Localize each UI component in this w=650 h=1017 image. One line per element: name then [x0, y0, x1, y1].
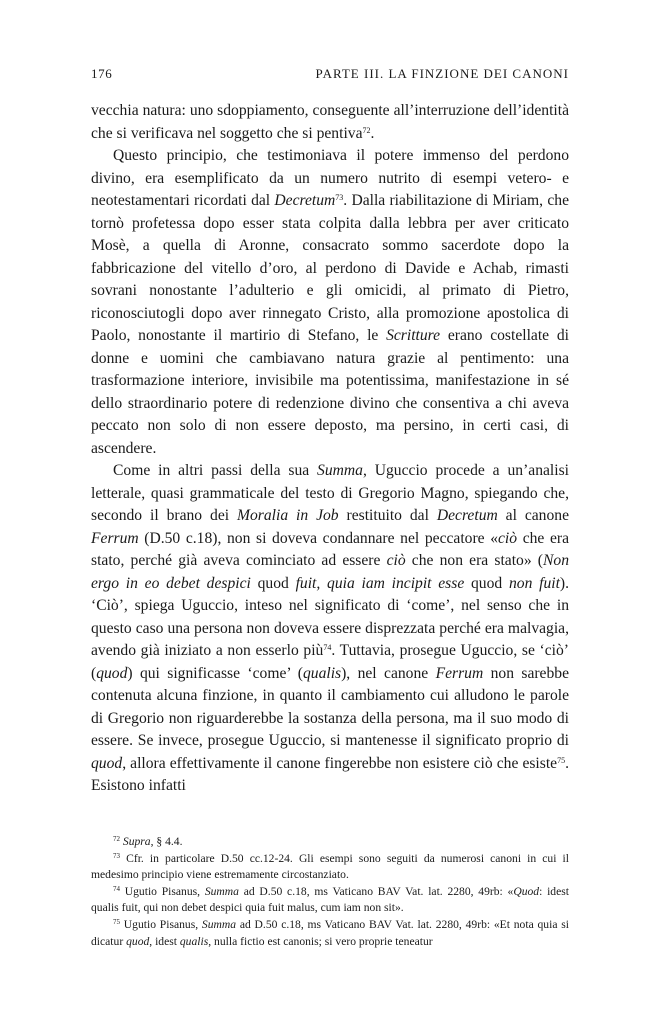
text-run: , nulla fictio est canonis; si vero proprie teneatur — [208, 934, 433, 948]
text-run: non sarebbe contenuta alcuna finzione, in quanto il cambiamento cui alludono le parole di Gregorio non riguarderebbe la sostanza della persona, ma il suo modo di essere. Se invece, prosegue Uguccio, si mantenesse il significato proprio di — [91, 664, 569, 749]
running-title: PARTE III. LA FINZIONE DEI CANONI — [315, 66, 569, 81]
text-run: che era stato, perché già aveva cominciato ad essere — [91, 529, 569, 569]
italic-run: quod — [126, 934, 150, 948]
text-run: . Tuttavia, prosegue Uguccio, se ‘ciò’ ( — [91, 642, 569, 682]
italic-run: Supra — [122, 835, 151, 848]
italic-run: Decretum — [274, 192, 336, 209]
text-run: ad D.50 c.18, ms Vaticano BAV Vat. lat. 2280, 49rb: «Et nota quia si dicatur — [91, 917, 569, 948]
text-run: quod — [464, 574, 509, 592]
text-run: quod — [250, 574, 296, 592]
footnote-74 — [91, 884, 569, 917]
italic-run: qualis — [302, 664, 342, 682]
text-run: restituito dal — [338, 507, 437, 524]
footnote-75 — [91, 917, 569, 950]
footnote-ref-75: 75 — [557, 755, 566, 765]
italic-run: Ferrum — [91, 529, 139, 547]
text-run: ) qui significasse ‘come’ ( — [127, 664, 303, 682]
paragraph-1 — [91, 100, 569, 145]
italic-run: Moralia in Job — [237, 507, 339, 524]
footnote-number: 72 — [113, 835, 120, 843]
italic-run: Non ergo in eo debet despici — [91, 552, 569, 592]
text-run: , allora effettivamente il canone fingerebbe non esistere ciò che esiste — [122, 754, 558, 772]
footnote-ref-74: 74 — [323, 643, 332, 652]
text-run: vecchia natura: uno sdoppiamento, conseguente all’interruzione dell’identità che si verificava nel soggetto che si pentiva — [91, 102, 569, 142]
text-run: Ugutio Pisanus, — [123, 917, 202, 931]
page-number: 176 — [91, 66, 113, 81]
text-run: ), nel canone — [341, 664, 436, 682]
italic-run: qualis — [179, 934, 209, 948]
italic-run: ciò — [498, 529, 518, 547]
text-run: ad D.50 c.18, ms Vaticano BAV Vat. lat. 2280, 49rb: « — [238, 884, 514, 898]
italic-run: quod — [96, 664, 128, 682]
italic-run: Summa — [204, 884, 239, 898]
italic-run: fuit, quia iam incipit esse — [295, 574, 465, 592]
footnote-ref-73: 73 — [335, 193, 344, 202]
italic-run: ciò — [386, 552, 406, 569]
text-run: , Uguccio procede a un’analisi letterale, quasi grammaticale del testo di Gregorio Magno, spiegando che, secondo il brano dei — [91, 462, 569, 524]
italic-run: Scritture — [386, 327, 441, 344]
text-run: Cfr. in particolare D.50 cc.12-24. Gli esempi sono seguiti da numerosi canoni in cui il medesimo principio viene estremamente circostanziato. — [91, 851, 569, 882]
italic-run: non fuit — [508, 574, 560, 592]
text-run: ). ‘Ciò’, spiega Uguccio, inteso nel significato di ‘come’, nel senso che in questo caso una persona non doveva essere disprezzata perché era malvagia, avendo già iniziato a non esserlo più — [91, 574, 570, 659]
text-run: . Dalla riabilitazione di Miriam, che tornò profetessa dopo esser stata colpita dalla lebbra per aver criticato Mosè, a quella di Aronne, consacrato sommo sacerdote dopo la fabbricazione del vitello d’oro, al perdono di Davide e Achab, rimasti sovrani nonostante l’adulterio e gli omicidi, al primato di Pietro, riconosciutogli dopo aver rinnegato Cristo, alla promozione apostolica di Paolo, nonostante il martirio di Stefano, le — [91, 192, 569, 344]
text-run: , § 4.4. — [150, 835, 183, 848]
paragraph-3 — [91, 460, 569, 798]
footnote-73 — [91, 851, 569, 884]
italic-run: Decretum — [436, 507, 498, 524]
text-run: . Esistono infatti — [91, 754, 569, 794]
text-run: Ugutio Pisanus, — [124, 884, 205, 898]
text-run: Come in altri passi della sua — [113, 462, 318, 479]
italic-run: quod — [91, 754, 123, 772]
running-header — [91, 66, 569, 86]
italic-run: Summa — [317, 462, 363, 479]
text-run: Questo principio, che testimoniava il potere immenso del perdono divino, era esemplificato da un numero nutrito di esempi vetero- e neotestamentari ricordati dal — [91, 147, 569, 209]
footnote-number: 75 — [113, 917, 120, 926]
footnote-number: 74 — [113, 884, 120, 893]
text-run: al canone — [497, 507, 569, 524]
italic-run: Quod — [513, 884, 540, 898]
main-text — [91, 100, 569, 798]
text-run: : idest qualis fuit, qui non debet despici quia fuit malus, cum iam non sit». — [91, 884, 569, 915]
footnote-ref-72: 72 — [362, 125, 371, 135]
footnote-72 — [91, 834, 569, 851]
italic-run: Summa — [201, 917, 237, 931]
footnote-number: 73 — [113, 851, 120, 860]
text-run: , idest — [149, 934, 180, 948]
footnotes — [91, 834, 569, 950]
italic-run: Ferrum — [435, 664, 484, 682]
text-run: (D.50 c.18), non si doveva condannare nel peccatore « — [138, 529, 498, 547]
text-run: . — [370, 124, 375, 142]
text-run: che non era stato» ( — [405, 552, 543, 569]
paragraph-2 — [91, 145, 569, 460]
text-run: erano costellate di donne e uomini che cambiavano natura grazie al pentimento: una trasformazione interiore, invisibile ma potentissima, manifestazione in sé dello straordinario potere di redenzione divino che consentiva a chi aveva peccato non solo di non essere deposto, ma persino, in certi casi, di ascendere. — [91, 327, 569, 457]
